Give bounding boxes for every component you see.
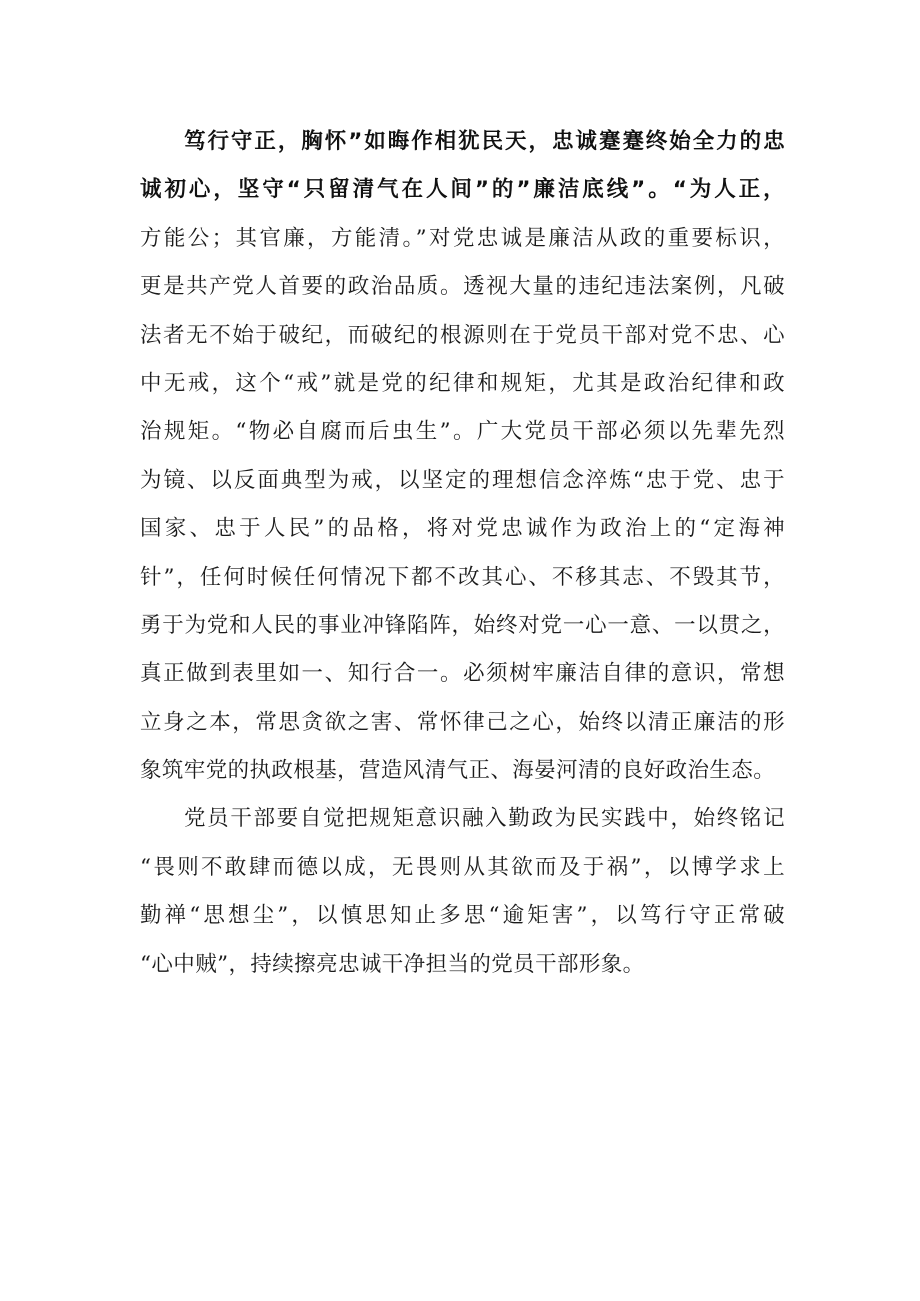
paragraph-line: 中无戒，这个“戒”就是党的纪律和规矩，尤其是政治纪律和政 bbox=[140, 370, 785, 396]
paragraph-line: 笃行守正，胸怀”如晦作相犹民天，忠诚蹇蹇终始全力的忠 bbox=[184, 129, 785, 154]
paragraph-line: 更是共产党人首要的政治品质。透视大量的违纪违法案例，凡破 bbox=[140, 274, 785, 300]
paragraph-line: 勇于为党和人民的事业冲锋陷阵，始终对党一心一意、一以贯之， bbox=[140, 612, 785, 638]
paragraph-line: 象筑牢党的执政根基，营造风清气正、海晏河清的良好政治生态。 bbox=[140, 758, 776, 784]
paragraph-line: 治规矩。“物必自腐而后虫生”。广大党员干部必须以先辈先烈 bbox=[140, 419, 785, 445]
paragraph-line: 真正做到表里如一、知行合一。必须树牢廉洁自律的意识，常想 bbox=[140, 661, 785, 687]
paragraph-line: “心中贼”，持续擦亮忠诚干净担当的党员干部形象。 bbox=[140, 951, 645, 977]
paragraph-line: 为镜、以反面典型为戒，以坚定的理想信念淬炼“忠于党、忠于 bbox=[140, 467, 785, 493]
paragraph-1 bbox=[140, 118, 785, 795]
paragraph-line: “畏则不敢肆而德以成，无畏则从其欲而及于祸”，以博学求上 bbox=[140, 854, 785, 880]
paragraph-line: 勤禅“思想尘”，以慎思知止多思“逾矩害”，以笃行守正常破 bbox=[140, 903, 785, 929]
paragraph-line: 国家、忠于人民”的品格，将对党忠诚作为政治上的“定海神 bbox=[140, 516, 785, 542]
paragraph-line: 立身之本，常思贪欲之害、常怀律己之心，始终以清正廉洁的形 bbox=[140, 709, 785, 735]
body-text bbox=[140, 118, 785, 989]
paragraph-2 bbox=[140, 795, 785, 989]
paragraph-line: 诚初心，坚守“只留清气在人间”的”廉洁底线”。“为人正， bbox=[140, 177, 785, 203]
paragraph-line: 党员干部要自觉把规矩意识融入勤政为民实践中，始终铭记 bbox=[184, 806, 785, 832]
paragraph-line: 法者无不始于破纪，而破纪的根源则在于党员干部对党不忠、心 bbox=[140, 322, 785, 348]
paragraph-line: 针”，任何时候任何情况下都不改其心、不移其志、不毁其节， bbox=[140, 564, 785, 590]
paragraph-line: 方能公；其官廉，方能清。”对党忠诚是廉洁从政的重要标识， bbox=[140, 225, 785, 251]
